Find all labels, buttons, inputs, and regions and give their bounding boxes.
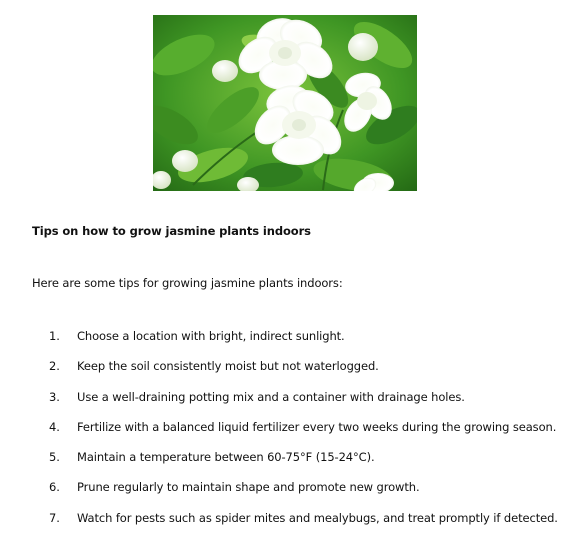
page-heading: Tips on how to grow jasmine plants indoors xyxy=(32,224,311,238)
tip-text: Choose a location with bright, indirect sunlight. xyxy=(77,329,345,343)
tip-text: Fertilize with a balanced liquid fertilizer every two weeks during the growing season. xyxy=(77,419,557,434)
tip-text: Watch for pests such as spider mites and mealybugs, and treat promptly if detected. xyxy=(77,510,558,525)
tip-number: 3. xyxy=(49,389,60,404)
tip-text: Prune regularly to maintain shape and promote new growth. xyxy=(77,480,420,495)
jasmine-photo xyxy=(153,15,417,191)
intro-text: Here are some tips for growing jasmine plants indoors: xyxy=(32,276,343,290)
tip-text: Keep the soil consistently moist but not waterlogged. xyxy=(77,359,379,374)
tip-number: 7. xyxy=(49,510,60,525)
tip-number: 1. xyxy=(49,329,60,343)
tip-number: 4. xyxy=(49,419,60,434)
tip-text: Maintain a temperature between 60-75°F (15-24°C). xyxy=(77,450,375,465)
tip-number: 2. xyxy=(49,359,60,374)
tip-text: Use a well-draining potting mix and a container with drainage holes. xyxy=(77,389,465,404)
tip-number: 6. xyxy=(49,480,60,495)
jasmine-illustration xyxy=(153,15,417,191)
tip-number: 5. xyxy=(49,450,60,465)
